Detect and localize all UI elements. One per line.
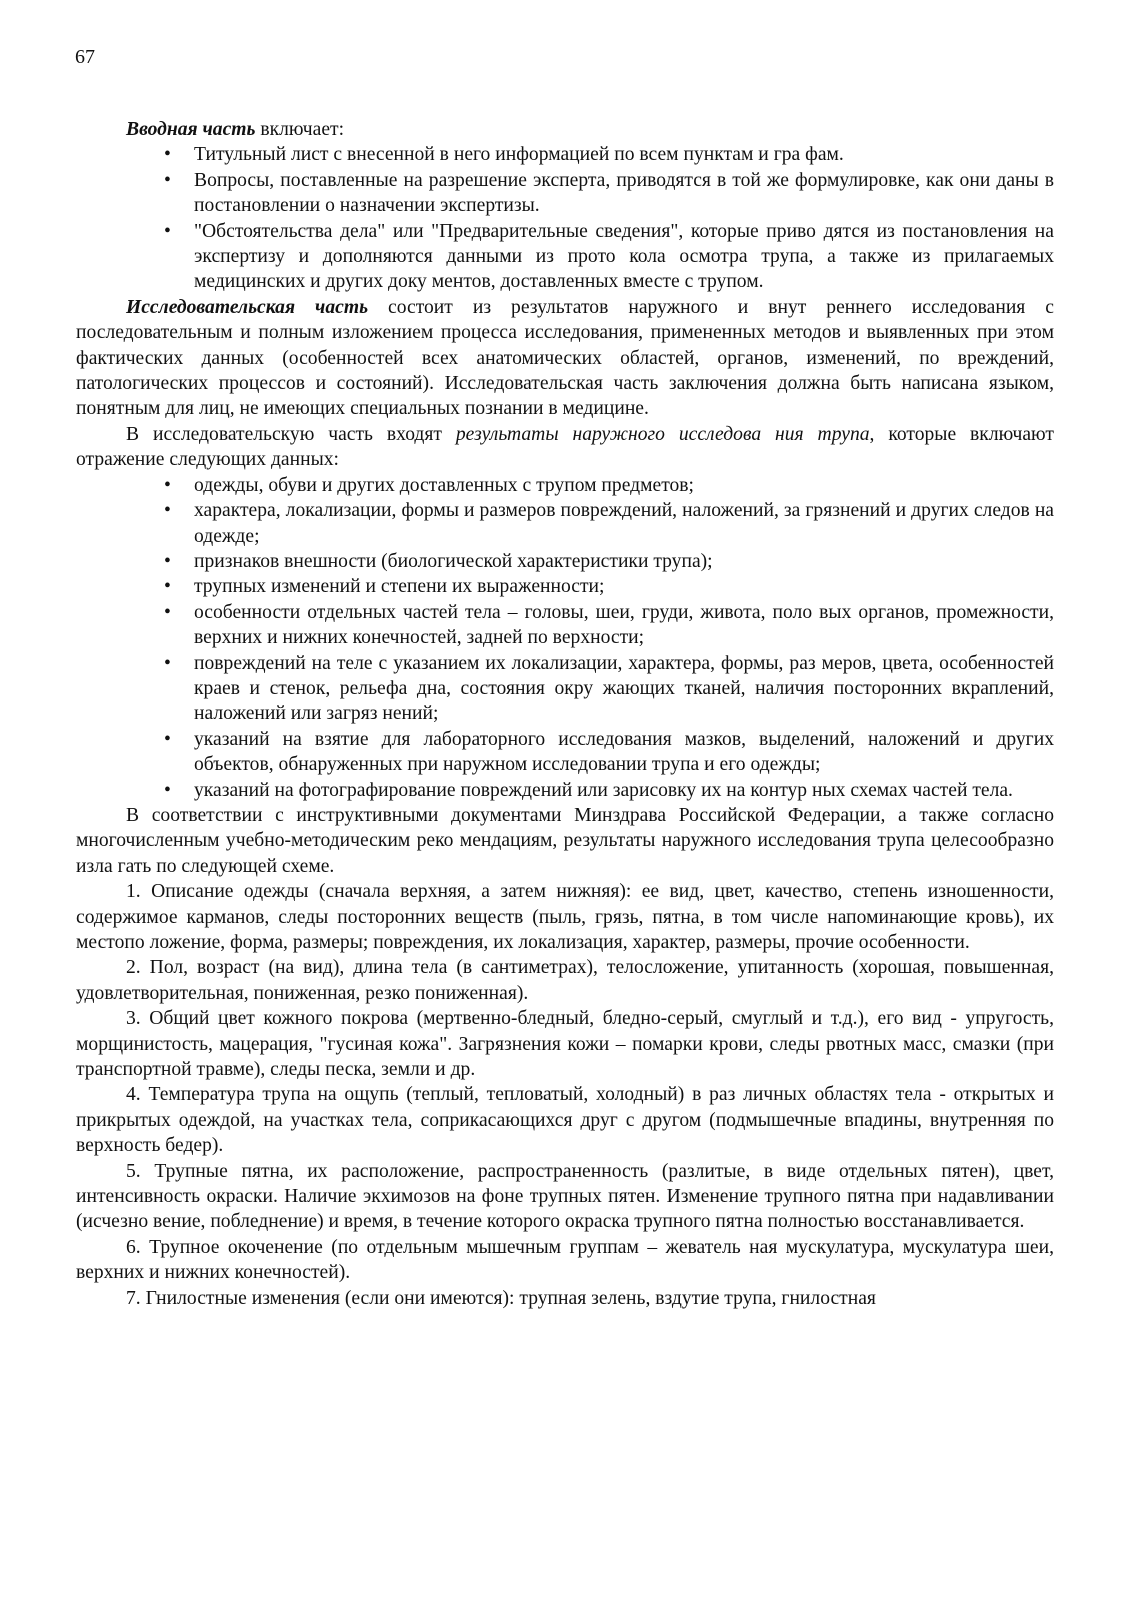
list-item: • трупных изменений и степени их выраженности;	[76, 574, 1054, 599]
list-item: • особенности отдельных частей тела – головы, шеи, груди, живота, поло вых органов, промежности, верхних и нижних конечностей, задней по верхности;	[164, 601, 1054, 649]
external-list	[76, 473, 1054, 803]
external-emphasis: результаты наружного исследова ния трупа	[455, 423, 870, 445]
list-item: • одежды, обуви и других доставленных с трупом предметов;	[76, 473, 1054, 498]
numbered-paragraph: 4. Температура трупа на ощупь (теплый, тепловатый, холодный) в раз личных областях тела - открытых и прикрытых одеждой, на участках тела, соприкасающихся друг с другом (подмышечные впадины, внутренняя по верхность бедер).	[76, 1084, 1054, 1157]
bullet-icon: •	[164, 652, 171, 674]
bullet-icon: •	[164, 220, 171, 242]
bullet-icon: •	[164, 601, 171, 623]
bullet-icon: •	[164, 500, 171, 522]
intro-rest: включает:	[255, 119, 345, 140]
bullet-icon: •	[164, 474, 171, 496]
intro-list	[76, 142, 1054, 294]
list-item: • Титульный лист с внесенной в него информацией по всем пунктам и гра фам.	[76, 142, 1054, 167]
research-lead: Исследовательская часть	[126, 296, 369, 318]
scheme-intro-paragraph: В соответствии с инструктивными документами Минздрава Российской Федерации, а также согласно многочисленным учебно-методическим реко мендациям, результаты наружного исследования трупа целесообразно изла гать по следующей схеме.	[76, 804, 1054, 877]
numbered-paragraph: 1. Описание одежды (сначала верхняя, а затем нижняя): ее вид, цвет, качество, степень изношенности, содержимое карманов, следы посторонних веществ (пыль, грязь, пятна, в том числе напоминающие кровь), их местопо ложение, форма, размеры; повреждения, их локализация, характер, размеры, прочие особенности.	[76, 881, 1054, 953]
bullet-icon: •	[164, 550, 171, 572]
research-text: состоит из результатов наружного и внут реннего исследования с последовательным и полным изложением процесса исследования, примененных методов и выявленных при этом фактических данных (особенностей всех анатомических областей, органов, изменений, по вреждений, патологических процессов и состояний). Исследовательская часть заключения должна быть написана языком, понятным для лиц, не имеющих специальных познании в медицине.	[76, 296, 1054, 420]
page-body	[76, 117, 1054, 1311]
list-item: • "Обстоятельства дела" или "Предварительные сведения", которые приво дятся из постановления на экспертизу и дополняются данными из прото кола осмотра трупа, а также из прилагаемых медицинских и других доку ментов, доставленных вместе с трупом.	[164, 220, 1054, 293]
external-paragraph: В исследовательскую часть входят результаты наружного исследова ния трупа, которые включают отражение следующих данных:	[76, 423, 1054, 471]
bullet-icon: •	[164, 144, 171, 166]
numbered-paragraph: 2. Пол, возраст (на вид), длина тела (в сантиметрах), телосложение, упитанность (хорошая, повышенная, удовлетворительная, пониженная, резко пониженная).	[76, 957, 1054, 1004]
list-item: • признаков внешности (биологической характеристики трупа);	[76, 549, 1054, 574]
research-paragraph	[76, 295, 1054, 422]
intro-lead: Вводная часть	[126, 119, 256, 140]
list-item: • характера, локализации, формы и размеров повреждений, наложений, за грязнений и других следов на одежде;	[164, 500, 1054, 547]
list-item: • указаний на фотографирование повреждений или зарисовку их на контур ных схемах частей тела.	[76, 778, 1054, 803]
numbered-paragraph: 6. Трупное окоченение (по отдельным мышечным группам – жеватель ная мускулатура, мускулатура шеи, верхних и нижних конечностей).	[76, 1236, 1054, 1284]
intro-heading	[76, 117, 1054, 142]
bullet-icon: •	[164, 728, 171, 750]
numbered-paragraph: 5. Трупные пятна, их расположение, распространенность (разлитые, в виде отдельных пятен), цвет, интенсивность окраски. Наличие экхимозов на фоне трупных пятен. Изменение трупного пятна при надавливании (исчезно вение, побледнение) и время, в течение которого окраска трупного пятна полностью восстанавливается.	[76, 1160, 1054, 1233]
numbered-paragraph: 7. Гнилостные изменения (если они имеются): трупная зелень, вздутие трупа, гнилостная	[126, 1287, 876, 1309]
list-item: • повреждений на теле с указанием их локализации, характера, формы, раз меров, цвета, особенностей краев и стенок, рельефа дна, состояния окру жающих тканей, наличия посторонних вкраплений, наложений или загряз нений;	[164, 652, 1054, 725]
bullet-icon: •	[164, 169, 171, 191]
list-item: • Вопросы, поставленные на разрешение эксперта, приводятся в той же формулировке, как они даны в постановлении о назначении экспертизы.	[164, 169, 1054, 217]
bullet-icon: •	[164, 779, 171, 801]
list-item: • указаний на взятие для лабораторного исследования мазков, выделений, наложений и других объектов, обнаруженных при наружном исследовании трупа и его одежды;	[164, 728, 1054, 776]
numbered-paragraph: 3. Общий цвет кожного покрова (мертвенно-бледный, бледно-серый, смуглый и т.д.), его вид - упругость, морщинистость, мацерация, "гусиная кожа". Загрязнения кожи – помарки крови, следы рвотных масс, смазки (при транспортной травме), следы песка, земли и др.	[76, 1008, 1054, 1081]
page-number: 67	[75, 46, 95, 68]
bullet-icon: •	[164, 576, 171, 598]
